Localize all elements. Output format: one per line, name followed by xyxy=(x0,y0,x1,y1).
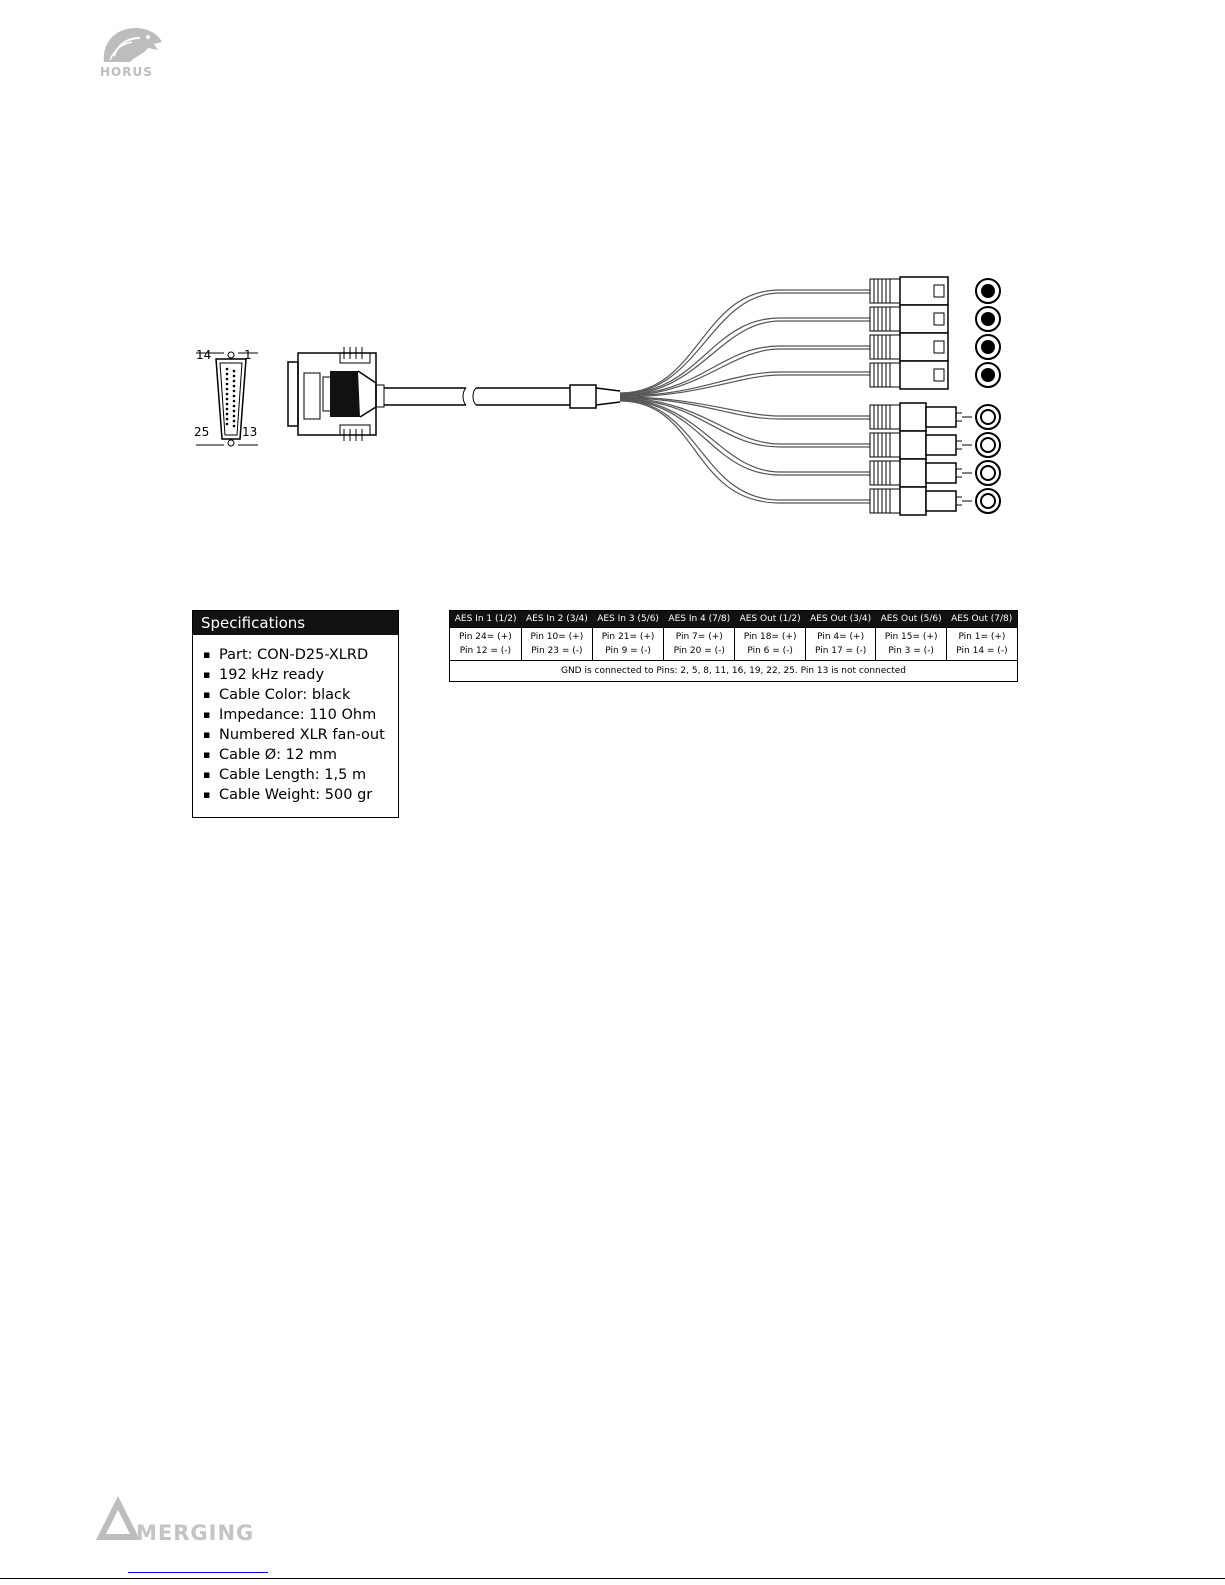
pin-plus: Pin 18= (+) xyxy=(743,632,797,642)
pin-cell xyxy=(876,628,947,661)
horus-logo-text: HORUS xyxy=(100,65,153,79)
pin-minus: Pin 17 = (-) xyxy=(814,646,867,656)
column-header: AES In 2 (3/4) xyxy=(521,611,592,628)
pin-cell xyxy=(805,628,876,661)
pin-cell xyxy=(592,628,663,661)
pin-minus: Pin 23 = (-) xyxy=(531,646,583,656)
pin-plus: Pin 1= (+) xyxy=(958,632,1006,642)
pin-minus: Pin 9 = (-) xyxy=(605,646,651,656)
spec-item: ▪ Part: CON-D25-XLRD xyxy=(203,645,398,665)
pinout-table xyxy=(449,610,1018,682)
pin-cell xyxy=(521,628,592,661)
column-header: AES In 3 (5/6) xyxy=(592,611,663,628)
spec-item: ▪ Impedance: 110 Ohm xyxy=(203,705,398,725)
pin-cell xyxy=(735,628,806,661)
column-header: AES Out (7/8) xyxy=(946,611,1017,628)
column-header: AES Out (3/4) xyxy=(805,611,876,628)
pin-minus: Pin 3 = (-) xyxy=(888,646,934,656)
pin-cell xyxy=(946,628,1017,661)
cable-diagram xyxy=(180,265,1030,535)
pin-plus: Pin 15= (+) xyxy=(884,632,938,642)
column-header: AES In 4 (7/8) xyxy=(664,611,735,628)
dsub-connector-icon xyxy=(288,347,384,441)
main-cable xyxy=(384,385,620,408)
footer-rule xyxy=(0,1578,1225,1579)
pin-minus: Pin 6 = (-) xyxy=(747,646,793,656)
specifications-box xyxy=(192,610,399,818)
gnd-row xyxy=(450,661,1018,682)
table-row xyxy=(450,628,1018,661)
pinout-header-row xyxy=(450,611,1018,628)
spec-item: ▪ 192 kHz ready xyxy=(203,665,398,685)
column-header: AES Out (1/2) xyxy=(735,611,806,628)
xlr-male-connectors xyxy=(870,403,1000,515)
spec-item: ▪ Cable Ø: 12 mm xyxy=(203,745,398,765)
pin-plus: Pin 7= (+) xyxy=(675,632,723,642)
horus-logo xyxy=(92,22,172,82)
pin-minus: Pin 20 = (-) xyxy=(673,646,725,656)
gnd-note: GND is connected to Pins: 2, 5, 8, 11, 16, 19, 22, 25. Pin 13 is not connected xyxy=(450,661,1018,682)
pin-plus: Pin 21= (+) xyxy=(601,632,655,642)
pin-cell xyxy=(664,628,735,661)
pin-cell xyxy=(450,628,522,661)
pin-plus: Pin 10= (+) xyxy=(530,632,584,642)
pin-label-13: 13 xyxy=(242,425,258,439)
column-header: AES In 1 (1/2) xyxy=(450,611,522,628)
pin-plus: Pin 4= (+) xyxy=(817,632,865,642)
pin-label-25: 25 xyxy=(194,425,210,439)
specifications-list xyxy=(193,635,398,805)
pin-label-14: 14 xyxy=(196,348,212,362)
column-header: AES Out (5/6) xyxy=(876,611,947,628)
footer-link-underline xyxy=(128,1572,268,1573)
pin-minus: Pin 12 = (-) xyxy=(459,646,512,656)
pin-plus: Pin 24= (+) xyxy=(459,632,512,642)
merging-logo xyxy=(92,1490,292,1550)
pin-label-1: 1 xyxy=(244,348,252,362)
xlr-female-connectors xyxy=(870,277,1000,389)
spec-item: ▪ Cable Color: black xyxy=(203,685,398,705)
pin-minus: Pin 14 = (-) xyxy=(956,646,1008,656)
specifications-title: Specifications xyxy=(193,611,398,635)
fanout-cables xyxy=(620,290,870,503)
merging-logo-text: MERGING xyxy=(136,1521,255,1545)
spec-item: ▪ Cable Weight: 500 gr xyxy=(203,785,398,805)
spec-item: ▪ Cable Length: 1,5 m xyxy=(203,765,398,785)
spec-item: ▪ Numbered XLR fan-out xyxy=(203,725,398,745)
